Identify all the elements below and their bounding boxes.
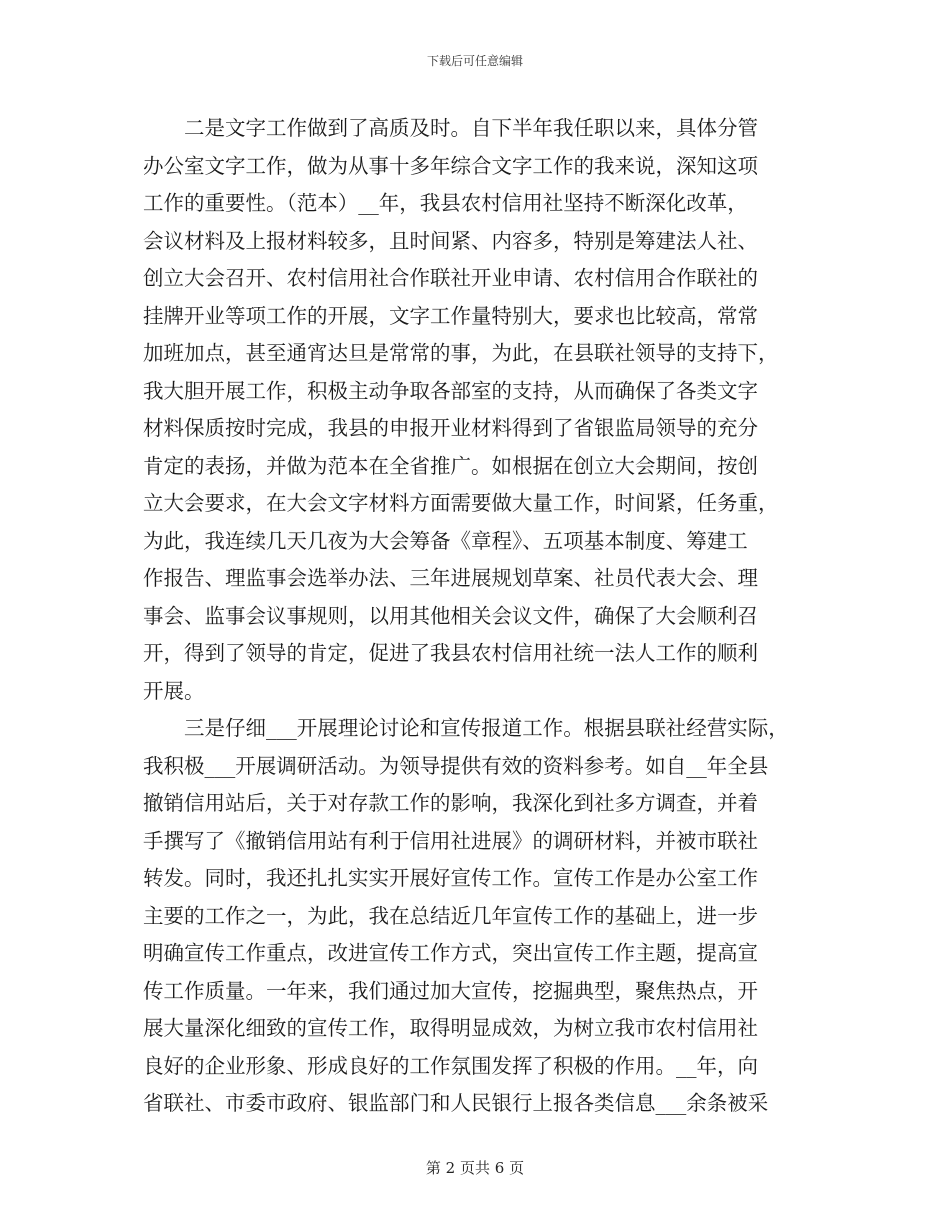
page-footer: 第 2 页共 6 页 xyxy=(425,1159,525,1177)
text-line: 我大胆开展工作，积极主动争取各部室的支持，从而确保了各类文字 xyxy=(143,378,758,403)
text-line: 撤销信用站后，关于对存款工作的影响，我深化到社多方调查，并着 xyxy=(143,791,758,815)
text-line: 办公室文字工作，做为从事十多年综合文字工作的我来说，深知这项 xyxy=(143,153,758,178)
text-line: 明确宣传工作重点，改进宣传工作方式，突出宣传工作主题，提高宣 xyxy=(143,941,758,965)
paragraph-2 xyxy=(143,110,813,710)
text-line: 事会、监事会议事规则，以用其他相关会议文件，确保了大会顺利召 xyxy=(143,603,758,628)
page-header: 下载后可任意编辑 xyxy=(426,54,523,68)
text-line: 三是仔细___开展理论讨论和宣传报道工作。根据县联社经营实际， xyxy=(184,716,789,740)
text-line: 良好的企业形象、形成良好的工作氛围发挥了积极的作用。__年，向 xyxy=(143,1053,758,1078)
text-line: 开，得到了领导的肯定，促进了我县农村信用社统一法人工作的顺利 xyxy=(143,641,758,665)
document-body xyxy=(143,110,813,1123)
text-line: 肯定的表扬，并做为范本在全省推广。如根据在创立大会期间，按创 xyxy=(143,453,758,478)
text-line: 材料保质按时完成，我县的申报开业材料得到了省银监局领导的充分 xyxy=(143,416,758,440)
text-line: 为此，我连续几天几夜为大会筹备《章程》、五项基本制度、筹建工 xyxy=(143,528,748,553)
text-line: 省联社、市委市政府、银监部门和人民银行上报各类信息___余条被采 xyxy=(143,1091,769,1115)
text-line: 二是文字工作做到了高质及时。自下半年我任职以来，具体分管 xyxy=(184,116,758,140)
paragraph-3 xyxy=(143,710,813,1123)
text-line: 创立大会召开、农村信用社合作联社开业申请、农村信用合作联社的 xyxy=(143,266,758,290)
text-line: 转发。同时，我还扎扎实实开展好宣传工作。宣传工作是办公室工作 xyxy=(143,866,758,890)
text-line: 开展。 xyxy=(143,678,205,703)
text-line: 主要的工作之一，为此，我在总结近几年宣传工作的基础上，进一步 xyxy=(143,903,758,928)
text-line: 我积极___开展调研活动。为领导提供有效的资料参考。如自__年全县 xyxy=(143,753,769,778)
text-line: 传工作质量。一年来，我们通过加大宣传，挖掘典型，聚焦热点，开 xyxy=(143,978,758,1003)
text-line: 工作的重要性。（范本）__年，我县农村信用社坚持不断深化改革， xyxy=(143,191,748,215)
text-line: 加班加点，甚至通宵达旦是常常的事，为此，在县联社领导的支持下， xyxy=(143,341,779,365)
text-line: 展大量深化细致的宣传工作，取得明显成效，为树立我市农村信用社 xyxy=(143,1016,758,1040)
text-line: 立大会要求，在大会文字材料方面需要做大量工作，时间紧，任务重， xyxy=(143,491,779,515)
text-line: 手撰写了《撤销信用站有利于信用社进展》的调研材料，并被市联社 xyxy=(143,828,758,853)
text-line: 会议材料及上报材料较多，且时间紧、内容多，特别是筹建法人社、 xyxy=(143,228,758,253)
text-line: 作报告、理监事会选举办法、三年进展规划草案、社员代表大会、理 xyxy=(143,566,758,590)
text-line: 挂牌开业等项工作的开展，文字工作量特别大，要求也比较高，常常 xyxy=(143,303,758,328)
